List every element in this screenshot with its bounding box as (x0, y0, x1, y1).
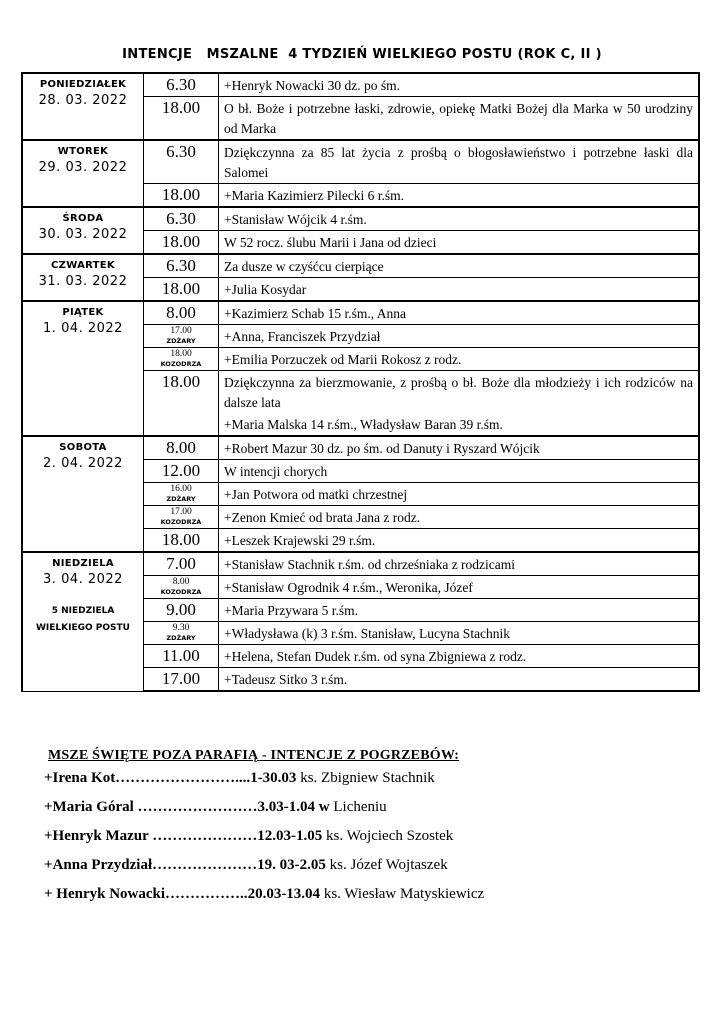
mass-time-cell (144, 371, 219, 437)
intention-text: +Julia Kosydar (224, 282, 307, 297)
mass-time: 18.00 (161, 232, 201, 251)
intention-cell (219, 97, 700, 141)
mass-row (22, 207, 699, 231)
mass-time: 12.00 (161, 461, 201, 480)
day-name: CZWARTEK (51, 260, 115, 271)
mass-time: 7.00 (166, 554, 196, 573)
mass-time-cell (144, 506, 219, 529)
mass-time: 6.30 (166, 142, 196, 161)
mass-time: 17.00 (170, 326, 192, 336)
intention-cell (219, 552, 700, 576)
mass-time: 8.00 (166, 438, 196, 457)
mass-time: 17.00 (161, 669, 201, 688)
day-date: 2. 04. 2022 (43, 456, 123, 471)
mass-time-cell (144, 552, 219, 576)
intention-cell (219, 483, 700, 506)
mass-row (22, 436, 699, 460)
intention-cell (219, 207, 700, 231)
mass-time: 18.00 (161, 372, 201, 391)
outside-parish-heading: MSZE ŚWIĘTE POZA PARAFIĄ - INTENCJE Z POGRZEBÓW: (48, 748, 460, 763)
outside-mass-item (44, 884, 684, 905)
intention-text: +Maria Malska 14 r.śm., Władysław Baran 39 r.śm. (224, 417, 503, 432)
mass-row (22, 254, 699, 278)
intention-text: +Stanisław Ogrodnik 4 r.śm., Weronika, Józef (224, 580, 473, 595)
intention-text: +Stanisław Wójcik 4 r.śm. (224, 212, 367, 227)
mass-time-cell (144, 97, 219, 141)
intention-text: +Helena, Stefan Dudek r.śm. od syna Zbigniewa z rodz. (224, 649, 527, 664)
mass-time: 8.00 (166, 303, 196, 322)
intention-text: +Zenon Kmieć od brata Jana z rodz. (224, 510, 421, 525)
intention-text: W intencji chorych (224, 464, 328, 479)
intention-cell (219, 506, 700, 529)
intention-cell (219, 668, 700, 692)
day-cell (22, 254, 144, 301)
mass-time: 11.00 (162, 646, 200, 665)
intention-text: +Władysława (k) 3 r.śm. Stanisław, Lucyna Stachnik (224, 626, 511, 641)
intention-cell (219, 460, 700, 483)
intention-cell (219, 645, 700, 668)
mass-time-cell (144, 460, 219, 483)
intention-text: Za dusze w czyśćcu cierpiące (224, 259, 384, 274)
intention-cell (219, 325, 700, 348)
outside-mass-item (44, 797, 684, 818)
mass-time-cell (144, 529, 219, 553)
mass-dates: 19. 03-2.05 (257, 857, 326, 873)
mass-time: 9.00 (166, 600, 196, 619)
celebrant: ks. Zbigniew Stachnik (296, 770, 435, 786)
outside-mass-item (44, 855, 684, 876)
day-date: 3. 04. 2022 (43, 572, 123, 587)
mass-row (22, 301, 699, 325)
page-title: INTENCJE MSZALNE 4 TYDZIEŃ WIELKIEGO POSTU (ROK C, II ) (122, 47, 602, 62)
mass-location: ZDŻARY (166, 495, 196, 503)
intention-cell (219, 436, 700, 460)
day-cell (22, 207, 144, 254)
mass-location: KOZODRZA (160, 360, 202, 368)
day-name: PONIEDZIAŁEK (39, 79, 127, 90)
intention-cell (219, 73, 700, 97)
mass-time-cell (144, 325, 219, 348)
mass-time-cell (144, 140, 219, 184)
mass-time-cell (144, 622, 219, 645)
mass-time-cell (144, 301, 219, 325)
mass-intentions-table (21, 72, 700, 692)
intention-text: +Emilia Porzuczek od Marii Rokosz z rodz. (224, 352, 462, 367)
intention-text: +Anna, Franciszek Przydział (224, 329, 381, 344)
intention-cell (219, 140, 700, 184)
outside-mass-item (44, 826, 684, 847)
mass-location: ZDŻARY (166, 337, 196, 345)
day-name: PIĄTEK (62, 307, 104, 318)
day-name: ŚRODA (62, 213, 104, 224)
deceased-name: + Henryk Nowacki…………….. (44, 886, 248, 902)
day-cell (22, 301, 144, 436)
mass-time: 18.00 (170, 349, 192, 359)
intention-text: +Kazimierz Schab 15 r.śm., Anna (224, 306, 406, 321)
day-cell (22, 73, 144, 140)
day-cell (22, 436, 144, 552)
intention-cell (219, 622, 700, 645)
day-extra-note: 5 NIEDZIELA WIELKIEGO POSTU (36, 606, 130, 633)
mass-time: 6.30 (166, 256, 196, 275)
mass-location: KOZODRZA (160, 518, 202, 526)
intention-cell (219, 576, 700, 599)
intention-text: +Robert Mazur 30 dz. po śm. od Danuty i Ryszard Wójcik (224, 441, 540, 456)
deceased-name: +Irena Kot…………………….... (44, 770, 251, 786)
intention-text: +Maria Przywara 5 r.śm. (224, 603, 358, 618)
mass-time-cell (144, 254, 219, 278)
intention-text: +Tadeusz Sitko 3 r.śm. (224, 672, 348, 687)
mass-dates: 1-30.03 (250, 770, 297, 786)
intention-text: O bł. Boże i potrzebne łaski, zdrowie, opiekę Matki Bożej dla Marka w 50 urodziny od Marka (224, 101, 693, 136)
intention-text: W 52 rocz. ślubu Marii i Jana od dzieci (224, 235, 437, 250)
intention-cell (219, 278, 700, 302)
mass-time: 17.00 (170, 507, 192, 517)
intention-cell (219, 301, 700, 325)
mass-time: 18.00 (161, 530, 201, 549)
mass-row (22, 140, 699, 184)
mass-time: 6.30 (166, 209, 196, 228)
mass-time-cell (144, 668, 219, 692)
mass-time-cell (144, 436, 219, 460)
day-date: 31. 03. 2022 (38, 274, 128, 289)
intention-cell (219, 231, 700, 255)
intention-cell (219, 348, 700, 371)
mass-time: 18.00 (161, 279, 201, 298)
mass-location: ZDŻARY (166, 634, 196, 642)
mass-time: 16.00 (170, 484, 192, 494)
mass-time-cell (144, 483, 219, 506)
mass-time: 6.30 (166, 75, 196, 94)
mass-time: 18.00 (161, 98, 201, 117)
celebrant: ks. Wojciech Szostek (322, 828, 454, 844)
mass-dates: 3.03-1.04 w (257, 799, 330, 815)
celebrant: ks. Józef Wojtaszek (325, 857, 448, 873)
intention-text: Dziękczynna za bierzmowanie, z prośbą o bł. Boże dla młodzieży i ich rodziców na dalsze lata (224, 375, 693, 410)
mass-location: KOZODRZA (160, 588, 202, 596)
intention-text: Dziękczynna za 85 lat życia z prośbą o błogosławieństwo i potrzebne łaski dla Salomei (224, 145, 693, 180)
intention-text: +Leszek Krajewski 29 r.śm. (224, 533, 376, 548)
celebrant: ks. Wiesław Matyskiewicz (320, 886, 485, 902)
outside-parish-section (44, 748, 684, 913)
mass-time-cell (144, 348, 219, 371)
deceased-name: +Henryk Mazur ………………… (44, 828, 258, 844)
day-name: NIEDZIELA (52, 558, 114, 569)
mass-row (22, 552, 699, 576)
mass-time-cell (144, 73, 219, 97)
intention-cell (219, 184, 700, 208)
mass-time-cell (144, 278, 219, 302)
day-date: 30. 03. 2022 (38, 227, 128, 242)
mass-time: 18.00 (161, 185, 201, 204)
day-name: WTOREK (57, 146, 109, 157)
intention-cell (219, 529, 700, 553)
mass-time: 8.00 (172, 577, 190, 587)
intention-text: +Jan Potwora od matki chrzestnej (224, 487, 408, 502)
day-date: 29. 03. 2022 (38, 160, 128, 175)
intention-cell (219, 599, 700, 622)
mass-time-cell (144, 231, 219, 255)
mass-time-cell (144, 599, 219, 622)
intention-text: +Stanisław Stachnik r.śm. od chrześniaka z rodzicami (224, 557, 516, 572)
day-date: 28. 03. 2022 (38, 93, 128, 108)
intention-text: +Henryk Nowacki 30 dz. po śm. (224, 78, 400, 93)
mass-time-cell (144, 184, 219, 208)
mass-row (22, 73, 699, 97)
mass-time-cell (144, 645, 219, 668)
mass-dates: 12.03-1.05 (257, 828, 323, 844)
deceased-name: +Anna Przydział………………… (44, 857, 258, 873)
mass-time: 9.30 (172, 623, 190, 633)
deceased-name: +Maria Góral …………………… (44, 799, 258, 815)
intention-cell (219, 254, 700, 278)
intention-text: +Maria Kazimierz Pilecki 6 r.śm. (224, 188, 405, 203)
mass-time-cell (144, 207, 219, 231)
mass-time-cell (144, 576, 219, 599)
day-date: 1. 04. 2022 (43, 321, 123, 336)
day-name: SOBOTA (59, 442, 107, 453)
day-cell (22, 140, 144, 207)
mass-dates: 20.03-13.04 (247, 886, 321, 902)
intention-cell (219, 371, 700, 437)
day-cell (22, 552, 144, 691)
outside-mass-item (44, 768, 684, 789)
outside-parish-list (44, 768, 684, 905)
celebrant: Licheniu (329, 799, 387, 815)
